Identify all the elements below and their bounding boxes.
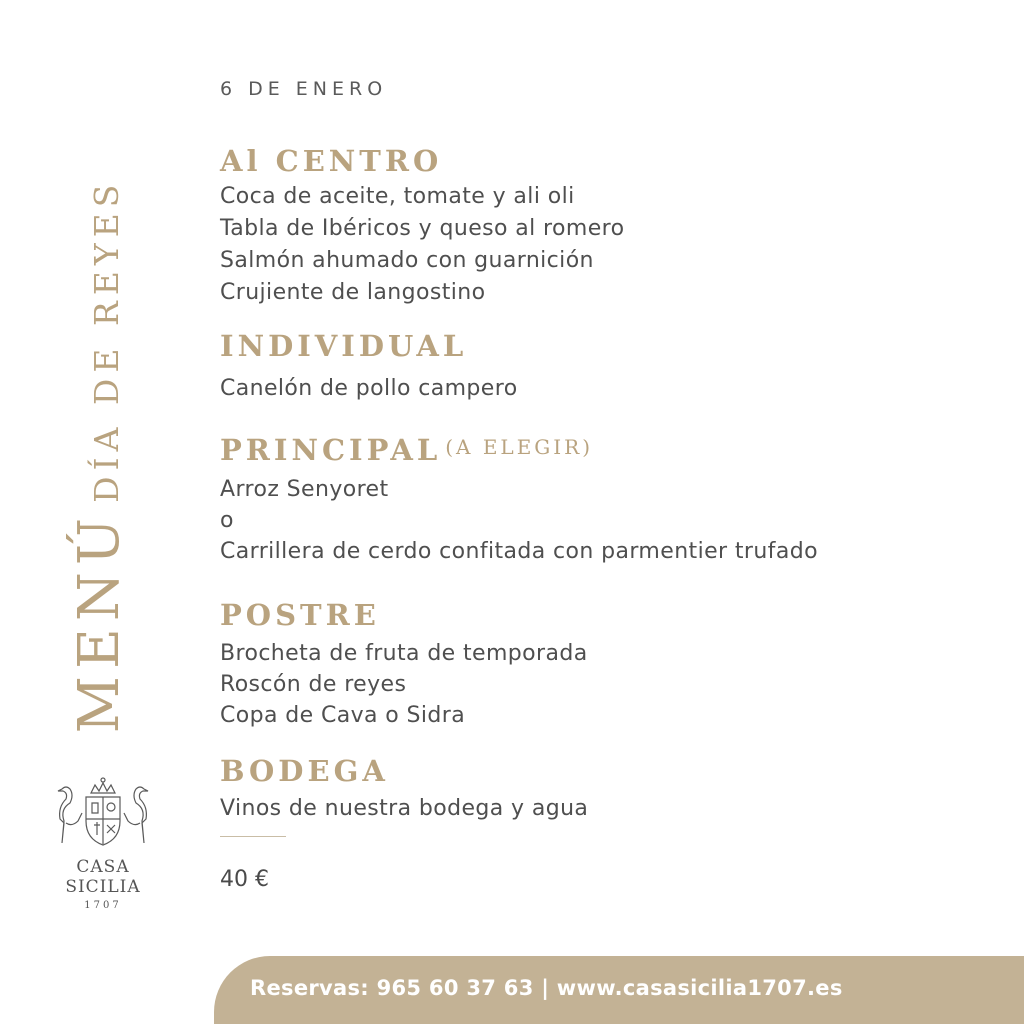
reservations-footer: [214, 956, 1024, 1024]
menu-item: Roscón de reyes: [220, 672, 407, 697]
logo-year: 1707: [84, 900, 122, 911]
vertical-title-occasion: DÍA DE REYES: [87, 178, 126, 503]
menu-date: 6 DE ENERO: [220, 78, 388, 100]
menu-item: Coca de aceite, tomate y ali oli: [220, 184, 575, 209]
menu-item: Copa de Cava o Sidra: [220, 703, 466, 728]
section-note-a-elegir: (A ELEGIR): [445, 435, 594, 459]
menu-item-or: o: [220, 508, 234, 533]
vertical-menu-title: [67, 178, 132, 734]
menu-item: Tabla de Ibéricos y queso al romero: [220, 216, 625, 241]
menu-item: Vinos de nuestra bodega y agua: [220, 796, 589, 821]
menu-item: Arroz Senyoret: [220, 477, 389, 502]
section-title-individual: INDIVIDUAL: [220, 329, 468, 363]
section-title-postre: POSTRE: [220, 598, 380, 632]
price-divider: [220, 836, 286, 837]
menu-item: Crujiente de langostino: [220, 280, 486, 305]
casa-sicilia-logo: [40, 775, 166, 911]
section-title-principal: [220, 433, 594, 467]
reservations-text: Reservas: 965 60 37 63 | www.casasicilia1707.es: [250, 976, 843, 1000]
menu-item: Brocheta de fruta de temporada: [220, 641, 588, 666]
menu-item: Salmón ahumado con guarnición: [220, 248, 594, 273]
crest-with-herons-icon: [48, 775, 158, 851]
section-title-al-centro: Al CENTRO: [220, 144, 443, 178]
menu-price: 40 €: [220, 867, 269, 892]
section-title-bodega: BODEGA: [220, 754, 389, 788]
menu-item: Carrillera de cerdo confitada con parmentier trufado: [220, 539, 818, 564]
vertical-title-menu: MENÚ: [67, 510, 132, 734]
logo-name: CASA SICILIA: [65, 857, 141, 897]
menu-item: Canelón de pollo campero: [220, 376, 518, 401]
section-title-principal-label: PRINCIPAL: [220, 433, 442, 467]
